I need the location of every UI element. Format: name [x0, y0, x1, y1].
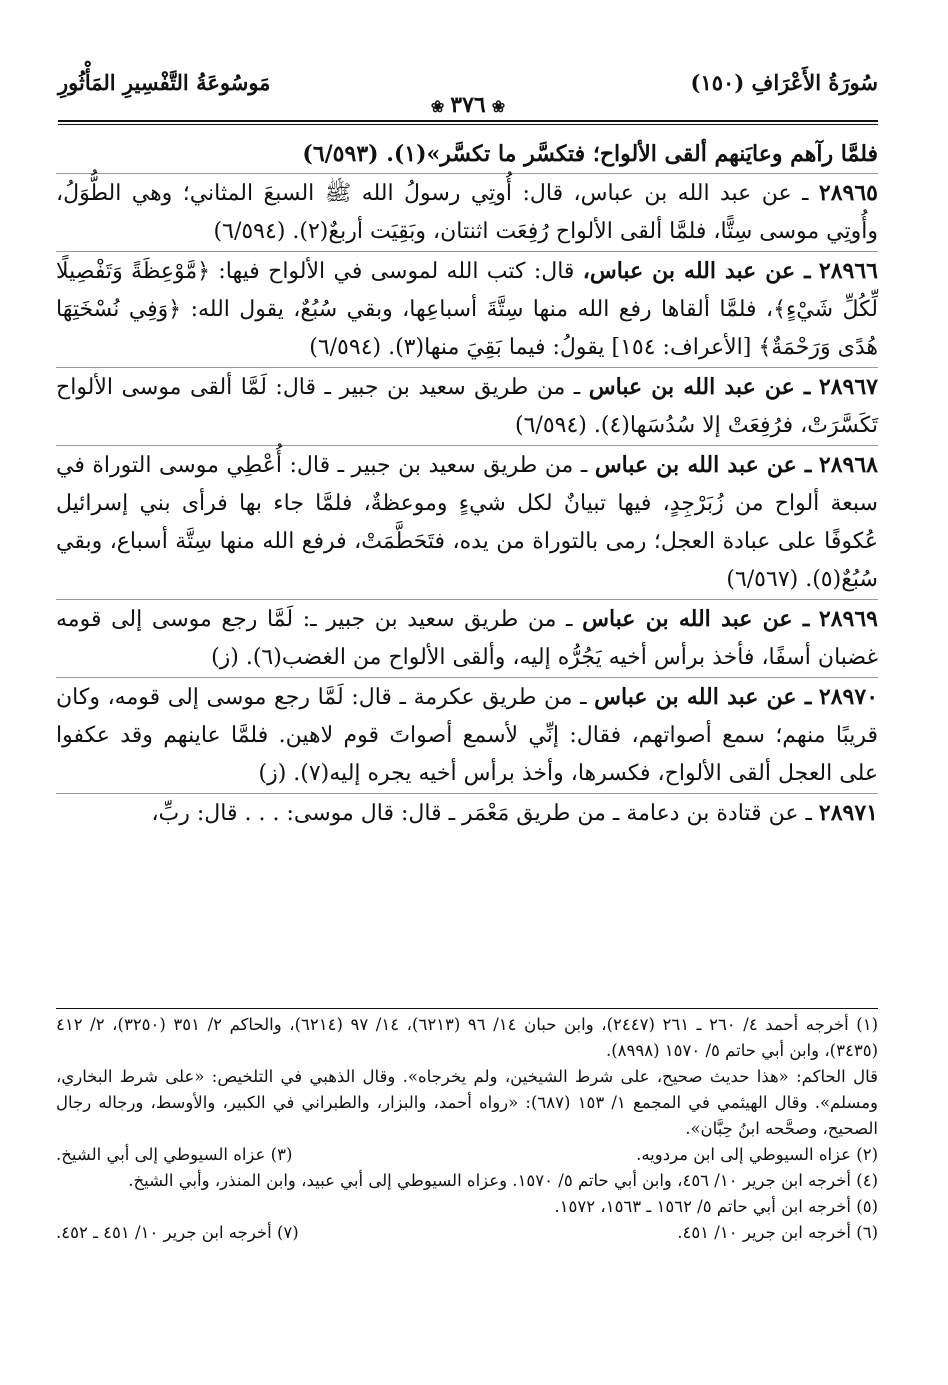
entry-28967: [56, 368, 878, 446]
footnote-6: (٦) أخرجه ابن جرير ١٠/ ٤٥١.: [677, 1223, 878, 1242]
footnote-4: (٤) أخرجه ابن جرير ١٠/ ٤٥٦، وابن أبي حاتم ٥/ ١٥٧٠. وعزاه السيوطي إلى أبي عبيد، وابن المنذر، وأبي الشيخ.: [128, 1171, 878, 1190]
entry-text: ـ من طريق عكرمة ـ قال: لَمَّا رجع موسى إلى قومه، وكان قريبًا منهم؛ سمع أصواتهم، فقال: إنِّي لأسمع أصواتَ قوم لاهين. فلمَّا عاينهم وقد عكفوا على العجل ألقى الألواح، فكسرها، وأخذ برأس أخيه يجره إليه(٧). (ز): [56, 685, 878, 786]
entry-narrator: ـ عن عبد الله بن عباس: [594, 684, 812, 710]
entry-28965: [56, 174, 878, 252]
surah-title: سُورَةُ الأَعْرَافِ (١٥٠): [690, 70, 878, 95]
page-number: [58, 92, 878, 118]
ornament-icon: ❀: [491, 97, 506, 116]
entry-number: ٢٨٩٦٨: [818, 452, 878, 478]
footnote-1-comment: قال الحاكم: «هذا حديث صحيح، على شرط الشيخين، ولم يخرجاه». وقال الذهبي في التلخيص: «على شرط البخاري، ومسلم». وقال الهيثمي في المجمع ١/ ١٥٣ (٦٨٧): «رواه أحمد، والبزار، والطبراني في الكبير، والأوسط، ورجاله رجال الصحيح، وصحَّحه ابنُ حِبَّان».: [56, 1067, 879, 1138]
entry-text: ـ من طريق سعيد بن جبير ـ قال: لَمَّا ألقى موسى الألواح تَكَسَّرَتْ، فرُفِعَتْ إلا سُدُسَها(٤). (٦/٥٩٤): [56, 375, 878, 438]
intro-paragraph: فلمَّا رآهم وعايَنهم ألقى الألواح؛ فتكسَّر ما تكسَّر»(١). (٦/٥٩٣): [56, 135, 878, 174]
entry-narrator: ـ عن عبد الله بن عباس: [582, 606, 810, 632]
entry-number: ٢٨٩٦٩: [818, 606, 878, 632]
entry-narrator: ـ عن عبد الله بن عباس: [594, 452, 812, 478]
footnote-separator: [56, 1008, 878, 1009]
entry-text: ـ عن قتادة بن دعامة ـ من طريق مَعْمَر ـ قال: قال موسى: . . . قال: ربِّ،: [151, 801, 812, 826]
entry-number: ٢٨٩٦٧: [818, 374, 878, 400]
entry-28971: [56, 794, 878, 833]
footnote-3: (٣) عزاه السيوطي إلى أبي الشيخ.: [56, 1145, 293, 1164]
page-header: [58, 62, 878, 120]
entry-number: ٢٨٩٦٦: [818, 258, 878, 284]
footnote-5: (٥) أخرجه ابن أبي حاتم ٥/ ١٥٦٢ ـ ١٥٦٣، ١٥٧٢.: [554, 1197, 878, 1216]
footnote-7: (٧) أخرجه ابن جرير ١٠/ ٤٥١ ـ ٤٥٢.: [56, 1223, 299, 1242]
entry-text: ـ من طريق سعيد بن جبير ـ: لَمَّا رجع موسى إلى قومه غضبان أسفًا، فأخذ برأس أخيه يَجُرُّه إليه، وألقى الألواح من الغضب(٦). (ز): [56, 607, 878, 670]
header-rule: [58, 124, 878, 125]
entry-number: ٢٨٩٧٠: [818, 684, 879, 710]
entry-narrator: ـ عن عبد الله بن عباس: [588, 374, 811, 400]
entry-number: ٢٨٩٦٥: [818, 180, 878, 206]
main-text: [56, 135, 878, 833]
page-number-value: ٣٧٦: [450, 92, 486, 118]
entry-text: ـ من طريق سعيد بن جبير ـ قال: أُعْطِي موسى التوراة في سبعة ألواح من زُبَرْجِدٍ، فيها تبيانٌ لكل شيءٍ وموعظةٌ، فلمَّا جاء بها فرأى بني إسرائيل عُكوفًا على عبادة العجل؛ رمى بالتوراة من يده، فتَحَطَّمَتْ، فرفع الله منها سِتَّة أسباع، وبقي سُبُعٌ(٥). (٦/٥٦٧): [56, 453, 878, 592]
footnote-row: [56, 1220, 878, 1246]
book-title: مَوسُوعَةُ التَّفْسِيرِ المَأْثُورِ: [58, 70, 271, 95]
header-rule: [58, 120, 878, 122]
footnote-1: (١) أخرجه أحمد ٤/ ٢٦٠ ـ ٢٦١ (٢٤٤٧)، وابن حبان ١٤/ ٩٦ (٦٢١٣)، ١٤/ ٩٧ (٦٢١٤)، والحاكم ٢/ ٣٥١ (٣٢٥٠)، ٢/ ٤١٢ (٣٤٣٥)، وابن أبي حاتم ٥/ ١٥٧٠ (٨٩٩٨).: [56, 1015, 879, 1060]
entry-28966: [56, 252, 878, 368]
footnote-row: [56, 1142, 878, 1168]
footnotes: [56, 1012, 878, 1246]
entry-28968: [56, 446, 878, 600]
entry-text: ـ عن عبد الله بن عباس، قال: أُوتِي رسولُ الله ﷺ السبعَ المثاني؛ وهي الطُّوَلُ، وأُوتِي موسى سِتًّا، فلمَّا ألقى الألواح رُفِعَت اثنتان، وبَقِيَت أربعٌ(٢). (٦/٥٩٤): [56, 181, 878, 244]
footnote-2: (٢) عزاه السيوطي إلى ابن مردويه.: [636, 1145, 878, 1164]
entry-text: قال: كتب الله لموسى في الألواح فيها: ﴿مَّوْعِظَةً وَتَفْصِيلًا لِّكُلِّ شَيْءٍ﴾، فلمَّا ألقاها رفع الله منها سِتَّةَ أسباعِها، وبقي سُبُعٌ، يقول الله: ﴿وَفِي نُسْخَتِهَا هُدًى وَرَحْمَةٌ﴾ [الأعراف: ١٥٤] يقولُ: فيما بَقِيَ منها(٣). (٦/٥٩٤): [56, 259, 878, 360]
entry-number: ٢٨٩٧١: [818, 800, 878, 826]
ornament-icon: ❀: [430, 97, 445, 116]
entry-28970: [56, 678, 878, 794]
entry-28969: [56, 600, 878, 678]
entry-narrator: ـ عن عبد الله بن عباس،: [582, 258, 811, 284]
